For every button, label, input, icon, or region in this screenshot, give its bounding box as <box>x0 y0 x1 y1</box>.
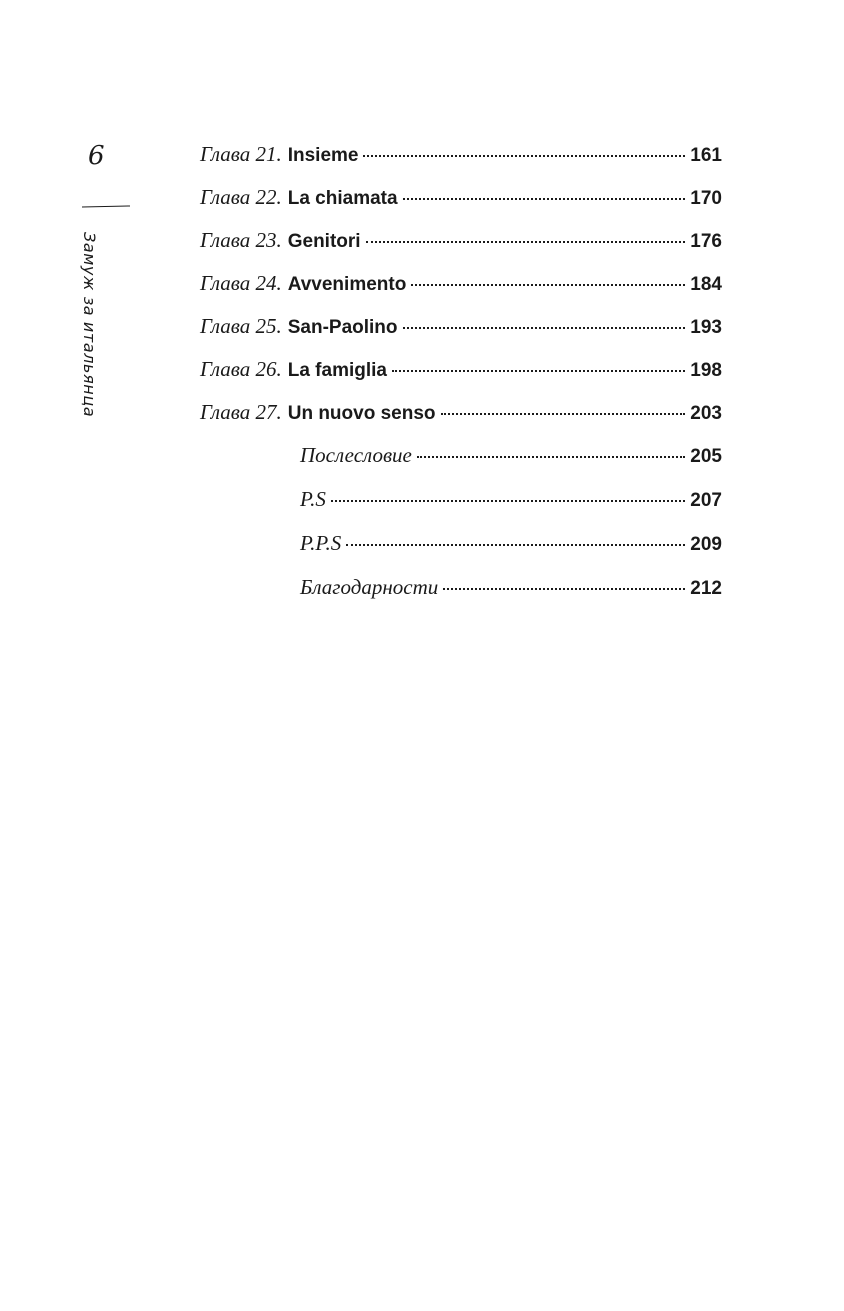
toc-entry-chapter-24 <box>200 271 722 314</box>
table-of-contents <box>200 142 722 619</box>
dot-leader <box>411 284 685 286</box>
page-reference: 176 <box>690 231 722 252</box>
page-reference: 170 <box>690 188 722 209</box>
dot-leader <box>346 544 685 546</box>
section-title: P.S <box>300 487 326 511</box>
toc-entry-chapter-26 <box>200 357 722 400</box>
margin-rule <box>82 205 130 207</box>
toc-entry-afterword <box>200 443 722 487</box>
section-title: Послесловие <box>300 443 412 467</box>
toc-entry-chapter-21 <box>200 142 722 185</box>
chapter-title: San-Paolino <box>287 317 398 338</box>
page-reference: 184 <box>690 274 722 295</box>
chapter-label: Глава 21. <box>200 142 282 166</box>
chapter-label: Глава 22. <box>200 185 282 209</box>
page-reference: 203 <box>690 403 722 424</box>
chapter-label: Глава 26. <box>200 357 282 381</box>
page-reference: 205 <box>690 446 722 467</box>
page-reference: 209 <box>690 534 722 555</box>
toc-entry-chapter-27 <box>200 400 722 443</box>
chapter-title: La famiglia <box>287 360 387 381</box>
dot-leader <box>443 588 685 590</box>
toc-entry-acknowledgements <box>200 575 722 619</box>
page-reference: 193 <box>690 317 722 338</box>
dot-leader <box>366 241 686 243</box>
chapter-title: Genitori <box>287 231 361 252</box>
dot-leader <box>331 500 685 502</box>
chapter-label: Глава 23. <box>200 228 282 252</box>
dot-leader <box>403 198 686 200</box>
chapter-title: Avvenimento <box>287 274 407 295</box>
dot-leader <box>417 456 685 458</box>
section-title: P.P.S <box>300 531 342 555</box>
section-title: Благодарности <box>300 575 439 599</box>
dot-leader <box>441 413 686 415</box>
dot-leader <box>392 370 685 372</box>
toc-entry-ps <box>200 487 722 531</box>
chapter-title: Un nuovo senso <box>287 403 436 424</box>
dot-leader <box>403 327 686 329</box>
chapter-label: Глава 24. <box>200 271 282 295</box>
toc-entry-chapter-23 <box>200 228 722 271</box>
chapter-title: La chiamata <box>287 188 398 209</box>
dot-leader <box>363 155 685 157</box>
page-reference: 198 <box>690 360 722 381</box>
running-title: Замуж за итальянца <box>80 232 99 418</box>
page-reference: 161 <box>690 145 722 166</box>
page-reference: 207 <box>690 490 722 511</box>
page-number: 6 <box>88 141 105 171</box>
chapter-label: Глава 25. <box>200 314 282 338</box>
page-reference: 212 <box>690 578 722 599</box>
toc-entry-chapter-25 <box>200 314 722 357</box>
toc-entry-pps <box>200 531 722 575</box>
toc-entry-chapter-22 <box>200 185 722 228</box>
chapter-label: Глава 27. <box>200 400 282 424</box>
chapter-title: Insieme <box>287 145 359 166</box>
